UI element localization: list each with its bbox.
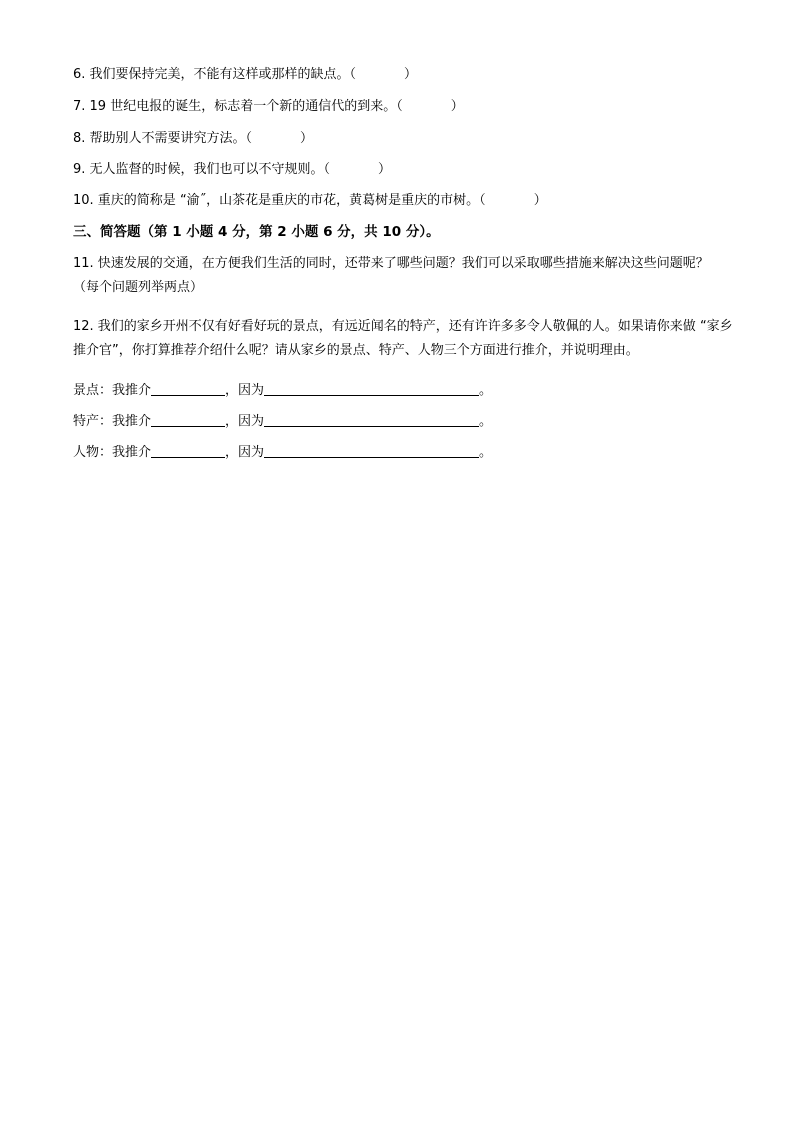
question-9-text: 9. 无人监督的时候，我们也可以不守规则。（ (73, 162, 331, 177)
fill-label-scenic: 景点：我推介 (73, 383, 152, 398)
blank-person-item[interactable] (151, 443, 225, 458)
blank-scenic-item[interactable] (151, 381, 225, 396)
blank-scenic-reason[interactable] (264, 381, 479, 396)
fill-end-scenic: 。 (479, 383, 493, 398)
question-7-close: ） (450, 99, 464, 114)
question-8-text: 8. 帮助别人不需要讲究方法。（ (73, 131, 253, 146)
question-6 (73, 66, 743, 84)
question-9 (73, 161, 743, 179)
question-10-close: ） (533, 193, 547, 208)
fill-line-scenic (73, 381, 743, 400)
blank-specialty-item[interactable] (151, 412, 225, 427)
question-7 (73, 98, 743, 116)
blank-specialty-reason[interactable] (264, 412, 479, 427)
question-10 (73, 192, 743, 210)
fill-because-specialty: ，因为 (225, 414, 265, 429)
question-8 (73, 130, 743, 148)
fill-line-specialty (73, 412, 743, 431)
question-6-text: 6. 我们要保持完美，不能有这样或那样的缺点。（ (73, 67, 357, 82)
fill-because-scenic: ，因为 (225, 383, 265, 398)
question-10-text: 10. 重庆的简称是 “渝˝，山茶花是重庆的市花，黄葛树是重庆的市树。（ (73, 193, 486, 208)
question-8-close: ） (300, 131, 314, 146)
fill-end-person: 。 (479, 445, 493, 460)
question-6-close: ） (404, 67, 418, 82)
fill-end-specialty: 。 (479, 414, 493, 429)
question-9-close: ） (378, 162, 392, 177)
fill-label-specialty: 特产：我推介 (73, 414, 152, 429)
question-12: 12. 我们的家乡开州不仅有好看好玩的景点，有远近闻名的特产，还有许许多多令人敬佩的人。如果请你来做 “家乡推介官”，你打算推荐介绍什么呢？请从家乡的景点、特产、人物三个方面进行推介，并说明理由。 (73, 319, 733, 358)
blank-person-reason[interactable] (264, 443, 479, 458)
fill-because-person: ，因为 (225, 445, 265, 460)
question-11: 11. 快速发展的交通，在方便我们生活的同时，还带来了哪些问题？我们可以采取哪些措施来解决这些问题呢？（每个问题列举两点） (73, 256, 709, 295)
question-7-text: 7. 19 世纪电报的诞生，标志着一个新的通信代的到来。（ (73, 99, 403, 114)
section-3-heading: 三、简答题（第 1 小题 4 分，第 2 小题 6 分，共 10 分）。 (73, 224, 440, 240)
fill-label-person: 人物：我推介 (73, 445, 152, 460)
fill-line-person (73, 443, 743, 462)
